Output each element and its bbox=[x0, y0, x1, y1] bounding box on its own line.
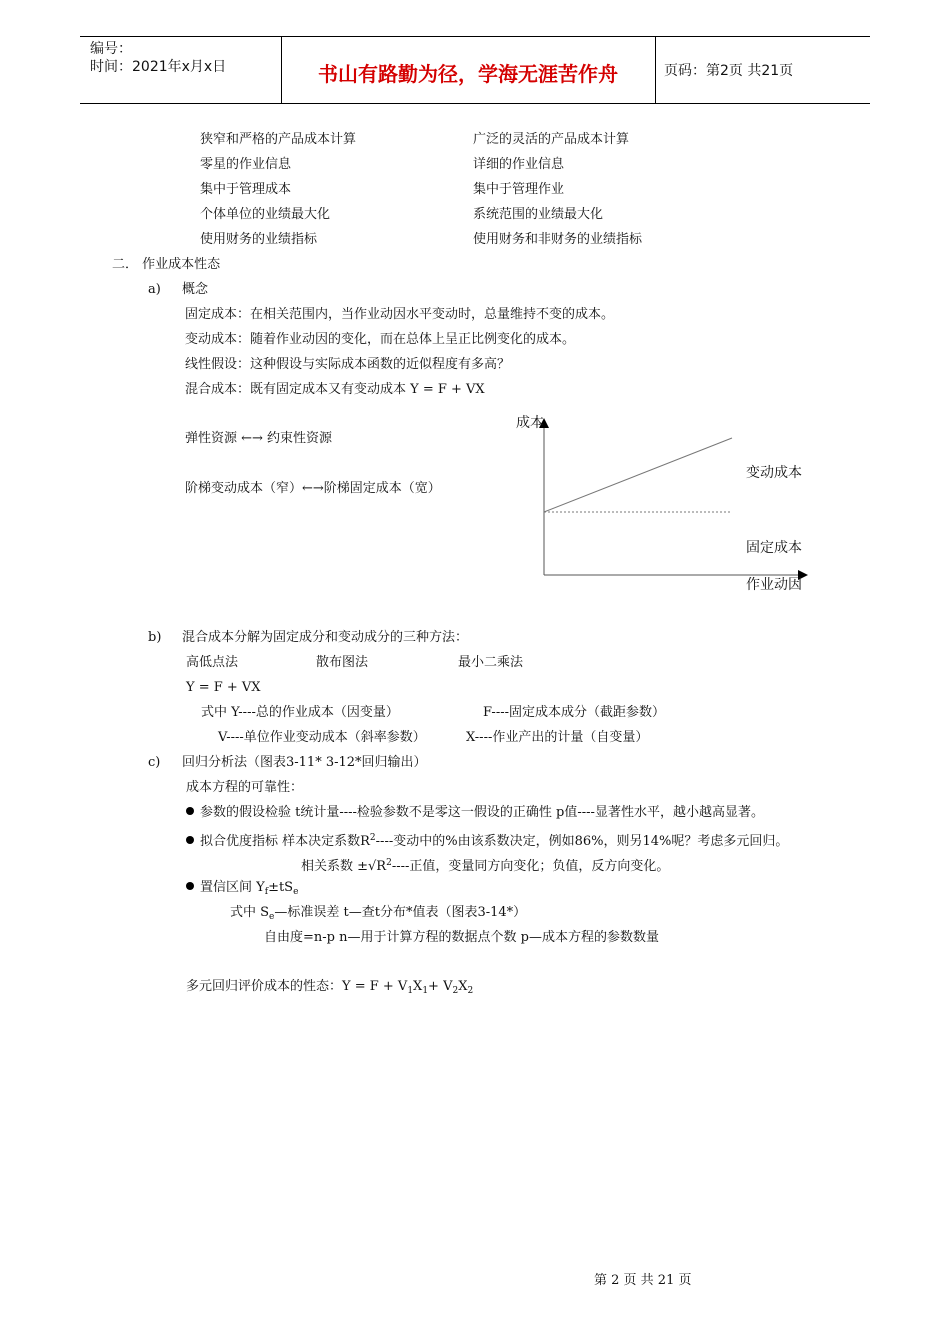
section-heading: 二． 作业成本性态 bbox=[112, 257, 221, 272]
bullet-confidence-interval bbox=[186, 879, 298, 901]
comparison-right-item: 广泛的灵活的产品成本计算 bbox=[473, 132, 630, 147]
subscript: 1 bbox=[407, 986, 414, 996]
regression-text: + V bbox=[428, 979, 453, 994]
comparison-right-item: 使用财务和非财务的业绩指标 bbox=[473, 232, 643, 247]
method-item: 最小二乘法 bbox=[458, 655, 524, 670]
subsection-marker: b) bbox=[148, 630, 162, 645]
bullet-goodness-of-fit bbox=[186, 829, 788, 851]
comparison-left-item: 个体单位的业绩最大化 bbox=[200, 207, 331, 222]
multiple-regression-line bbox=[186, 978, 473, 1000]
degrees-of-freedom-line: 自由度=n-p n—用于计算方程的数据点个数 p—成本方程的参数数量 bbox=[264, 930, 659, 945]
bullet-text: ----变动中的%由该系数决定，例如86%，则另14%呢？考虑多元回归。 bbox=[375, 834, 789, 849]
regression-text: X bbox=[413, 979, 423, 994]
bullet-text: 置信区间 Y bbox=[200, 880, 265, 895]
bullet-hypothesis-test bbox=[186, 804, 764, 822]
comparison-right-item: 系统范围的业绩最大化 bbox=[473, 207, 604, 222]
comparison-left-item: 狭窄和严格的产品成本计算 bbox=[200, 132, 357, 147]
subsection-title: 回归分析法（图表3-11* 3-12*回归输出） bbox=[182, 755, 427, 770]
formula-where-y: 式中 Y----总的作业成本（因变量） bbox=[201, 705, 399, 720]
step-cost-line: 阶梯变动成本（窄）←→阶梯固定成本（宽） bbox=[185, 481, 441, 496]
header-divider-2 bbox=[655, 36, 656, 104]
header-motto: 书山有路勤为径，学海无涯苦作舟 bbox=[318, 62, 618, 86]
correlation-line bbox=[301, 854, 669, 876]
variable-cost-line bbox=[544, 438, 732, 512]
regression-text: 多元回归评价成本的性态：Y = F + V bbox=[186, 979, 408, 994]
bullet-text: 参数的假设检验 t统计量----检验参数不是零这一假设的正确性 p值----显著性水平，越小越高显著。 bbox=[200, 805, 764, 820]
document-date-label: 时间：2021年x月x日 bbox=[90, 59, 227, 75]
superscript: 2 bbox=[369, 833, 376, 843]
comparison-right-item: 集中于管理作业 bbox=[473, 182, 565, 197]
subscript: e bbox=[293, 887, 299, 897]
variable-cost-label: 变动成本 bbox=[746, 465, 802, 481]
y-axis-label: 成本 bbox=[516, 415, 544, 431]
x-axis-label: 作业动因 bbox=[746, 577, 802, 593]
comparison-left-item: 集中于管理成本 bbox=[200, 182, 292, 197]
header-top-rule bbox=[80, 36, 870, 37]
bullet-text: 拟合优度指标 样本决定系数R bbox=[200, 834, 370, 849]
se-text: —标准误差 t—查t分布*值表（图表3-14*） bbox=[274, 905, 527, 920]
method-item: 散布图法 bbox=[316, 655, 369, 670]
elastic-resource-line: 弹性资源 ←→ 约束性资源 bbox=[185, 431, 333, 446]
formula-where-v: V----单位作业变动成本（斜率参数） bbox=[218, 730, 426, 745]
superscript: 2 bbox=[386, 858, 392, 868]
formula-where-x: X----作业产出的计量（自变量） bbox=[466, 730, 649, 745]
comparison-right-item: 详细的作业信息 bbox=[473, 157, 565, 172]
subsection-marker: c) bbox=[148, 755, 161, 770]
bullet-icon bbox=[186, 836, 194, 844]
se-text: 式中 S bbox=[230, 905, 270, 920]
correlation-text: ----正值，变量同方向变化；负值，反方向变化。 bbox=[391, 859, 670, 874]
bullet-text: ±tS bbox=[268, 880, 294, 895]
fixed-cost-definition: 固定成本：在相关范围内，当作业动因水平变动时，总量维持不变的成本。 bbox=[185, 307, 615, 322]
bullet-icon bbox=[186, 882, 194, 890]
header-bottom-rule bbox=[80, 103, 870, 104]
method-item: 高低点法 bbox=[186, 655, 239, 670]
bullet-icon bbox=[186, 807, 194, 815]
correlation-text: 相关系数 ±√R bbox=[301, 859, 387, 874]
header-page-number: 页码：第2页 共21页 bbox=[664, 63, 794, 79]
mixed-cost-definition: 混合成本：既有固定成本又有变动成本 Y = F + VX bbox=[185, 382, 485, 397]
reliability-heading: 成本方程的可靠性： bbox=[186, 780, 304, 795]
subsection-marker: a) bbox=[148, 282, 161, 297]
subscript: 2 bbox=[467, 986, 474, 996]
subscript: 2 bbox=[452, 986, 459, 996]
footer-page-number: 第 2 页 共 21 页 bbox=[594, 1273, 692, 1288]
fixed-cost-label: 固定成本 bbox=[746, 540, 802, 556]
regression-text: X bbox=[458, 979, 468, 994]
document-number-label: 编号： bbox=[90, 41, 132, 57]
subsection-title: 概念 bbox=[182, 282, 209, 297]
comparison-left-item: 零星的作业信息 bbox=[200, 157, 292, 172]
subscript: f bbox=[264, 887, 269, 897]
subscript: 1 bbox=[422, 986, 429, 996]
subsection-title: 混合成本分解为固定成分和变动成分的三种方法： bbox=[182, 630, 469, 645]
standard-error-line bbox=[230, 904, 526, 926]
linear-assumption: 线性假设：这种假设与实际成本函数的近似程度有多高？ bbox=[185, 357, 511, 372]
subscript: e bbox=[269, 912, 275, 922]
variable-cost-definition: 变动成本：随着作业动因的变化，而在总体上呈正比例变化的成本。 bbox=[185, 332, 576, 347]
formula: Y = F + VX bbox=[186, 680, 261, 695]
cost-behavior-diagram bbox=[500, 410, 820, 610]
formula-where-f: F----固定成本成分（截距参数） bbox=[483, 705, 666, 720]
comparison-left-item: 使用财务的业绩指标 bbox=[200, 232, 318, 247]
